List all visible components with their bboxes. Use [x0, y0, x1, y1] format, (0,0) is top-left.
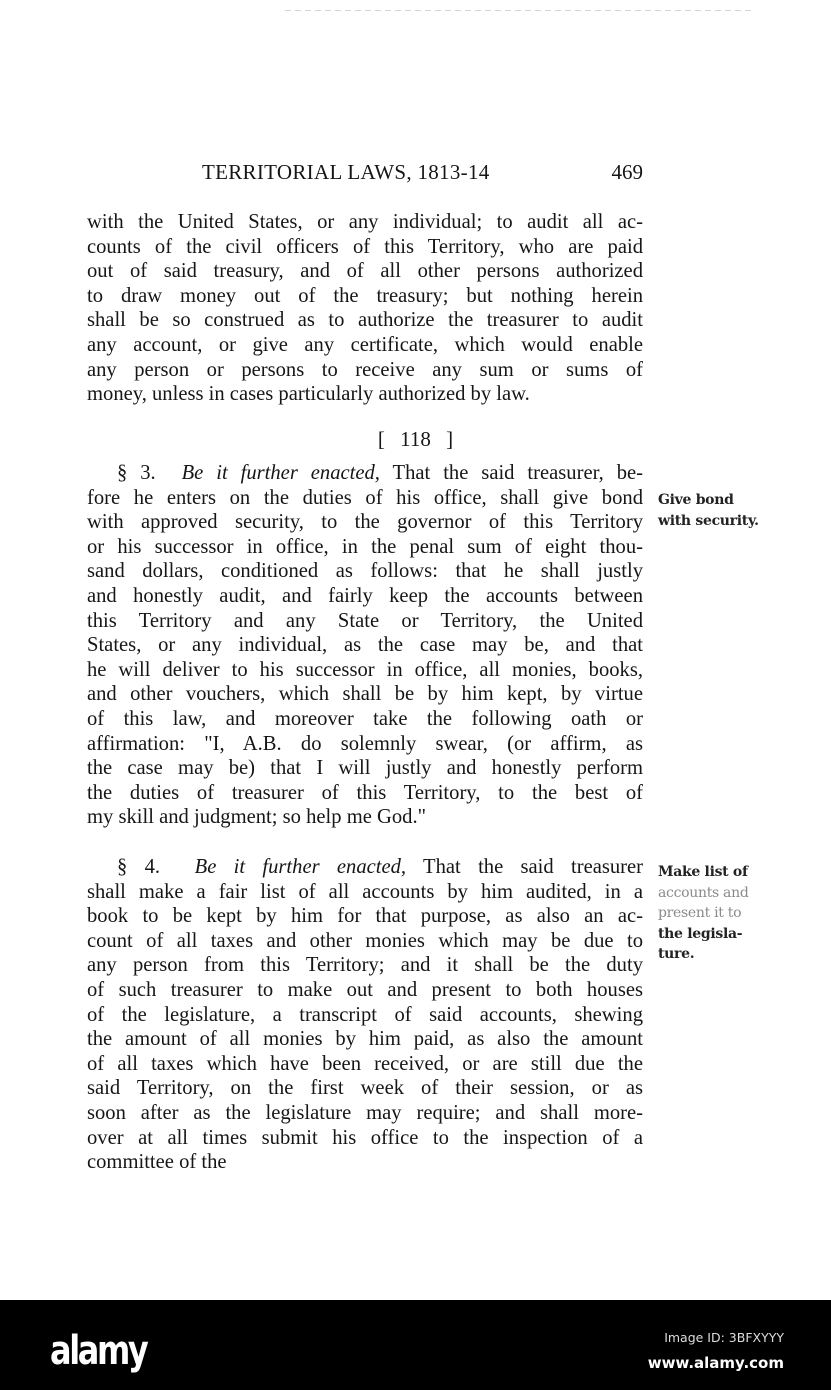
text-line: soon after as the legislature may require; and shall more- — [87, 1101, 643, 1124]
note-line: accounts and — [658, 884, 749, 901]
text-line: money, unless in cases particularly authorized by law. — [87, 383, 530, 406]
section-4 — [87, 855, 643, 1175]
text-line: and honestly audit, and fairly keep the accounts between — [87, 584, 643, 607]
text-line: shall make a fair list of all accounts by him audited, in a — [87, 880, 643, 903]
text-line: any person from this Territory; and it shall be the duty — [87, 954, 643, 977]
enacting-clause: Be it further enacted, — [194, 856, 407, 878]
enacting-clause: Be it further enacted, — [181, 462, 380, 484]
image-id: Image ID: 3BFXYYY — [664, 1330, 784, 1345]
margin-note-list — [658, 862, 748, 965]
text-line: shall be so construed as to authorize the treasurer to audit — [87, 309, 643, 332]
text-line: any account, or give any certificate, which would enable — [87, 333, 643, 356]
text-line: the duties of treasurer of this Territory, to the best of — [87, 781, 643, 804]
text-line: this Territory and any State or Territory, the United — [87, 609, 643, 632]
website-link[interactable]: www.alamy.com — [647, 1354, 784, 1372]
text-line: affirmation: "I, A.B. do solemnly swear, (or affirm, as — [87, 732, 643, 755]
watermark-footer — [0, 1300, 831, 1390]
text-line: count of all taxes and other monies which may be due to — [87, 929, 643, 952]
paragraph-continued — [87, 210, 643, 407]
text-line: States, or any individual, as the case may be, and that — [87, 634, 643, 657]
running-header — [87, 160, 643, 188]
scan-artifact — [285, 10, 755, 11]
text-line: to draw money out of the treasury; but nothing herein — [87, 284, 643, 307]
text-line: and other vouchers, which shall be by him kept, by virtue — [87, 683, 643, 706]
margin-note-bond — [658, 490, 759, 531]
section-number: [ 118 ] — [377, 427, 454, 451]
text-line: counts of the civil officers of this Territory, who are paid — [87, 235, 643, 258]
text-line: book to be kept by him for that purpose, as also an ac- — [87, 905, 643, 928]
text-line: any person or persons to receive any sum or sums of — [87, 358, 643, 381]
text-line: of all taxes which have been received, or are still due the — [87, 1052, 643, 1075]
note-line: Make list of — [658, 864, 748, 880]
text-line: sand dollars, conditioned as follows: that he shall justly — [87, 560, 643, 583]
running-title: TERRITORIAL LAWS, 1813-14 — [202, 160, 490, 184]
line-text: That the said treasurer — [423, 856, 644, 878]
alamy-logo: alamy — [50, 1328, 147, 1374]
text-line: of this law, and moreover take the following oath or — [87, 707, 643, 730]
section-3 — [87, 461, 643, 830]
text-line: of such treasurer to make out and present to both houses — [87, 978, 643, 1001]
text-line: over at all times submit his office to the inspection of a — [87, 1126, 643, 1149]
text-line: out of said treasury, and of all other persons authorized — [87, 260, 643, 283]
text-line: or his successor in office, in the penal sum of eight thou- — [87, 535, 643, 558]
text-line: of the legislature, a transcript of said accounts, shewing — [87, 1003, 643, 1026]
text-line: my skill and judgment; so help me God." — [87, 806, 427, 829]
line-text: That the said treasurer, be- — [392, 462, 644, 484]
text-line: committee of the — [87, 1151, 227, 1174]
page-number: 469 — [611, 160, 643, 184]
section-number-label: § 3. — [117, 462, 156, 484]
section-3-first-line — [87, 461, 643, 486]
section-number-label: § 4. — [117, 856, 161, 878]
text-line: with approved security, to the governor of this Territory — [87, 511, 643, 534]
text-line: the amount of all monies by him paid, as also the amount — [87, 1028, 643, 1051]
text-line: the case may be) that I will justly and honestly perform — [87, 757, 643, 780]
note-line: with security. — [658, 512, 759, 529]
note-line: Give bond — [658, 492, 734, 508]
text-line: said Territory, on the first week of their session, or as — [87, 1077, 643, 1100]
text-line: with the United States, or any individual; to audit all ac- — [87, 211, 643, 233]
note-line: the legisla- — [658, 925, 743, 942]
text-line: fore he enters on the duties of his office, shall give bond — [87, 486, 643, 509]
note-line: ture. — [658, 946, 695, 962]
section-4-first-line — [87, 855, 643, 880]
text-line: he will deliver to his successor in office, all monies, books, — [87, 658, 643, 681]
note-line: present it to — [658, 905, 742, 921]
